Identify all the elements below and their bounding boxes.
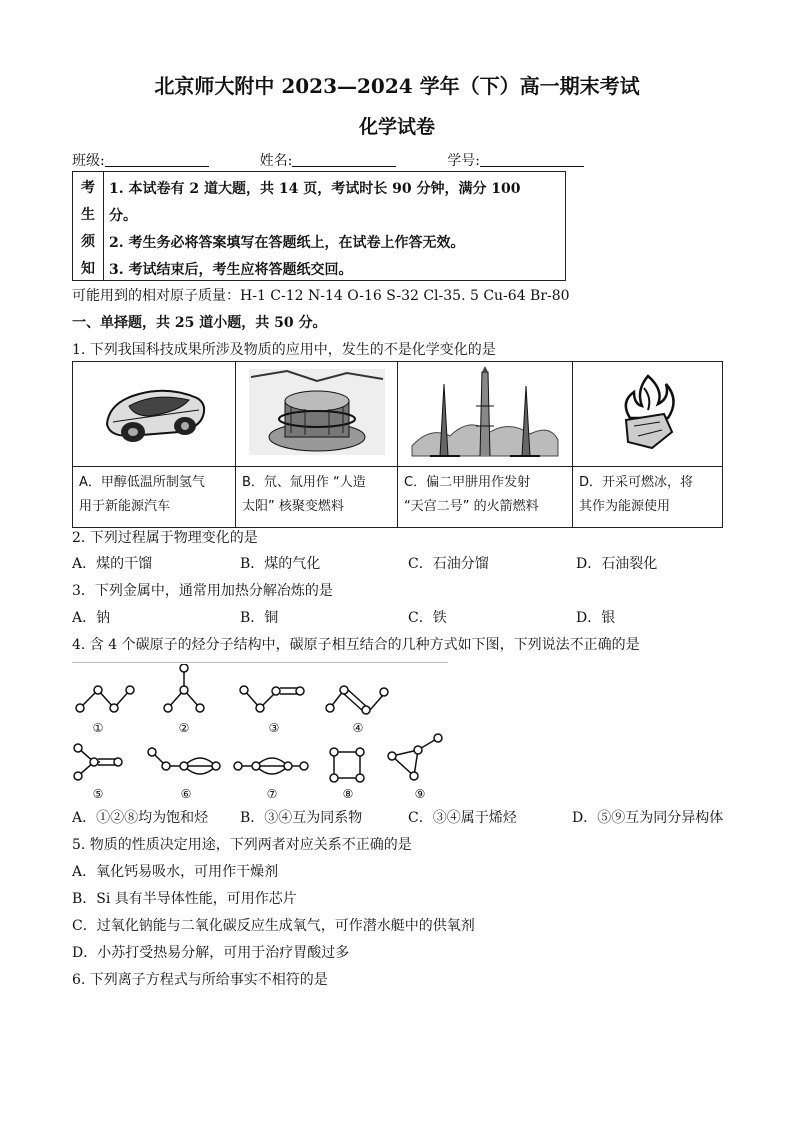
skeleton-2: [164, 664, 204, 712]
q2-option-b: B．煤的气化: [240, 556, 321, 572]
q5-option-a: A．氧化钙易吸水，可用作干燥剂: [72, 864, 279, 880]
name-blank: [292, 152, 396, 167]
q4-option-a: A．①②⑧均为饱和烃: [72, 810, 209, 826]
question-6-stem: 6. 下列离子方程式与所给事实不相符的是: [72, 972, 328, 988]
q4-option-b: B．③④互为同系物: [240, 810, 363, 826]
caption-line: 太阳” 核聚变燃料: [242, 499, 344, 514]
q5-option-c: C．过氧化钠能与二氧化碳反应生成氧气，可作潜水艇中的供氧剂: [72, 918, 475, 934]
q4-option-c: C．③④属于烯烃: [408, 810, 517, 826]
notice-line: 3. 考试结束后，考生应将答题纸交回。: [109, 262, 353, 278]
tokamak-illustration: [236, 362, 398, 467]
notice-side-char: 须: [81, 234, 95, 250]
class-label: 班级:: [72, 153, 105, 169]
caption-line: A．甲醇低温所制氢气: [79, 475, 205, 490]
notice-box: [72, 171, 566, 281]
class-blank: [105, 152, 209, 167]
question-3-stem: 3．下列金属中，通常用加热分解冶炼的是: [72, 583, 333, 599]
q2-option-c: C．石油分馏: [408, 556, 489, 572]
notice-side-char: 知: [81, 261, 95, 277]
car-illustration: [73, 362, 236, 467]
option-c-caption: [398, 467, 573, 528]
notice-body: [109, 176, 559, 284]
skeleton-label: ⑦: [266, 787, 278, 801]
name-label: 姓名:: [259, 153, 293, 169]
skeleton-1: [76, 686, 134, 712]
q3-option-a: A．钠: [72, 610, 111, 626]
q2-option-a: A．煤的干馏: [72, 556, 153, 572]
question-5-stem: 5. 物质的性质决定用途，下列两者对应关系不正确的是: [72, 837, 412, 853]
q5-option-d: D．小苏打受热易分解，可用于治疗胃酸过多: [72, 945, 350, 961]
skeleton-label: ⑨: [414, 787, 426, 801]
option-a-caption: [73, 467, 236, 528]
question-2-stem: 2. 下列过程属于物理变化的是: [72, 530, 258, 546]
option-d-caption: [573, 467, 723, 528]
q2-option-d: D．石油裂化: [576, 556, 658, 572]
exam-subtitle: 化学试卷: [358, 116, 435, 138]
section-heading: 一、单择题，共 25 道小题，共 50 分。: [72, 315, 327, 331]
option-b-caption: [236, 467, 398, 528]
skeleton-7: [234, 758, 308, 774]
q3-option-b: B．铜: [240, 610, 279, 626]
notice-line: 2. 考生务必将答案填写在答题纸上，在试卷上作答无效。: [109, 235, 465, 251]
atomic-masses: 可能用到的相对原子质量：H-1 C-12 N-14 O-16 S-32 Cl-35. 5 Cu-64 Br-80: [72, 288, 570, 304]
skeleton-label: ⑧: [342, 787, 354, 801]
notice-side-char: 生: [81, 207, 95, 223]
q3-option-c: C．铁: [408, 610, 447, 626]
exam-title: 北京师大附中 2023—2024 学年（下）高一期末考试: [154, 74, 640, 98]
skeleton-label: ⑤: [92, 787, 104, 801]
notice-side-label: [73, 172, 104, 280]
notice-side-char: 考: [81, 180, 95, 196]
skeleton-label: ③: [268, 721, 280, 735]
skeleton-label: ①: [92, 721, 104, 735]
caption-line: 用于新能源汽车: [79, 499, 171, 514]
skeleton-label: ④: [352, 721, 364, 735]
skeleton-3: [240, 686, 304, 712]
caption-line: D．开采可燃冰，将: [579, 475, 694, 490]
skeleton-9: [388, 734, 442, 780]
caption-line: B．氘、氚用作 “人造: [242, 475, 366, 490]
skeleton-6: [148, 748, 220, 774]
notice-line: 分。: [109, 208, 137, 224]
caption-line: “天宫二号” 的火箭燃料: [404, 499, 539, 514]
q3-option-d: D．银: [576, 610, 616, 626]
question-4-stem: 4. 含 4 个碳原子的烃分子结构中，碳原子相互结合的几种方式如下图，下列说法不正确的是: [72, 637, 640, 653]
caption-line: C．偏二甲肼用作发射: [404, 475, 531, 490]
skeleton-label: ⑥: [180, 787, 192, 801]
divider: [72, 662, 448, 663]
id-blank: [480, 152, 584, 167]
skeleton-5: [74, 744, 122, 780]
skeleton-label: ②: [178, 721, 190, 735]
student-info-row: [72, 150, 584, 170]
notice-line: 1. 本试卷有 2 道大题，共 14 页，考试时长 90 分钟，满分 100: [109, 181, 521, 197]
caption-line: 其作为能源使用: [579, 499, 671, 514]
carbon-skeleton-figure: [68, 664, 458, 804]
burning-ice-illustration: [573, 362, 723, 467]
question-1-stem: 1. 下列我国科技成果所涉及物质的应用中，发生的不是化学变化的是: [72, 342, 496, 358]
q5-option-b: B．Si 具有半导体性能，可用作芯片: [72, 891, 297, 907]
q4-option-d: D．⑤⑨互为同分异构体: [572, 810, 724, 826]
skeleton-4: [326, 686, 388, 714]
id-label: 学号:: [447, 153, 480, 169]
question-1-table: [72, 361, 723, 528]
rocket-launch-illustration: [398, 362, 573, 467]
skeleton-8: [330, 748, 364, 782]
